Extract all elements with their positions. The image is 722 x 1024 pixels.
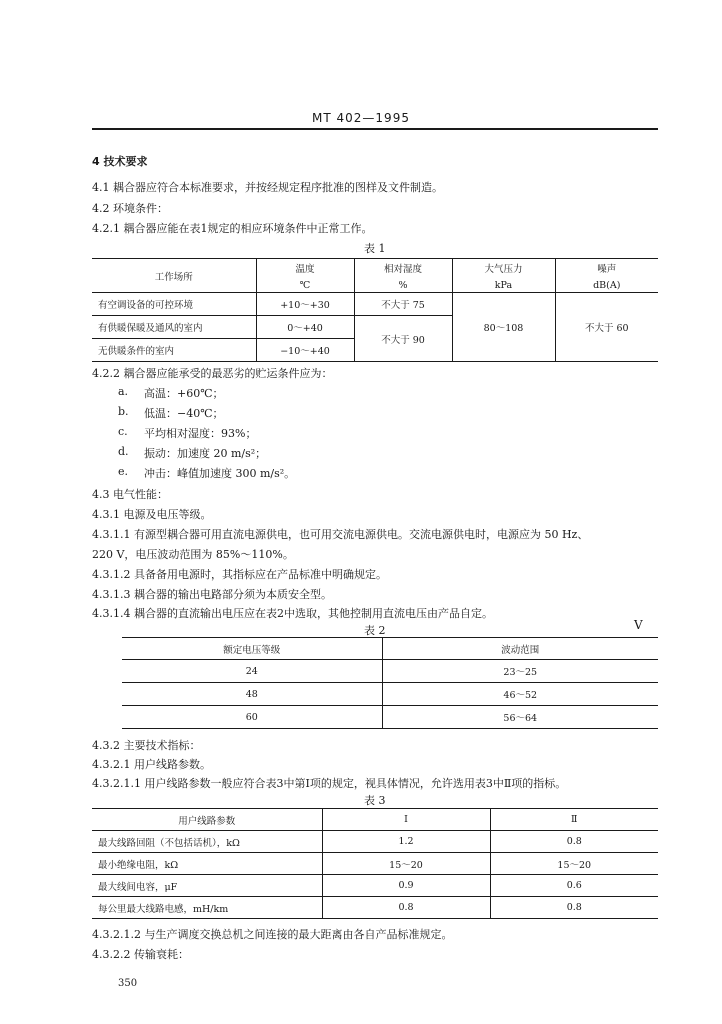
table1-cell: −10～+40 [256,339,354,362]
table1-header-temp-label: 温度 [295,263,315,275]
list-item: 低温：−40℃； [144,407,224,420]
table2-cell: 60 [245,711,258,723]
clause-4-3-2-2: 4.3.2.2 传输衰耗： [92,948,189,961]
clause-4-3-1-1-cont: 220 V，电压波动范围为 85%～110%。 [92,548,294,561]
table1-noise-value: 不大于 60 [555,293,658,362]
list-item-label: a. [118,385,129,398]
table-row [92,293,658,316]
table3-cell: 0.8 [490,831,658,853]
clause-4-3-2-1: 4.3.2.1 用户线路参数。 [92,758,211,771]
table-row [122,683,658,706]
table3-cell: 0.8 [490,897,658,919]
table3-cell: 0.6 [490,875,658,897]
table2-header-range: 波动范围 [382,638,658,660]
table3-cell: 15～20 [490,853,658,875]
clause-4-3-2-1-1: 4.3.2.1.1 用户线路参数一般应符合表3中第Ⅰ项的规定，视具体情况，允许选用表3中Ⅱ项的指标。 [92,777,567,790]
table1-header-pressure-label: 大气压力 [484,263,523,275]
list-item-label: b. [118,405,129,418]
table3 [92,808,658,919]
table1-header-noise [555,259,658,293]
standard-number: MT 402—1995 [312,111,410,125]
table1-header-temp [256,259,354,293]
list-item: 冲击：峰值加速度 300 m/s²。 [144,467,296,480]
table1-pressure-value: 80～108 [452,293,555,362]
table1-cell: 无供暖条件的室内 [98,346,175,357]
table2 [122,637,658,729]
table-row [122,660,658,683]
table2-cell: 56～64 [382,706,658,729]
table-row [92,853,658,875]
table1-cell: 有供暖保暖及通风的室内 [98,323,203,334]
clause-4-3-2-1-2: 4.3.2.1.2 与生产调度交换总机之间连接的最大距离由各自产品标准规定。 [92,928,453,941]
table-row [92,897,658,919]
table3-cell: 0.9 [322,875,490,897]
list-item-label: c. [118,425,128,438]
table3-cell: 最大线间电容，μF [98,881,178,893]
table1-header-temp-unit: ℃ [299,279,311,291]
table3-cell: 最大线路回阻（不包括话机），kΩ [98,837,240,849]
clause-4-3-1-4: 4.3.1.4 耦合器的直流输出电压应在表2中选取，其他控制用直流电压由产品自定。 [92,607,493,620]
table3-header-i: Ⅰ [322,809,490,831]
page-number: 350 [118,978,138,989]
list-item: 平均相对湿度：93%； [144,427,257,440]
table2-header-voltage: 额定电压等级 [223,644,281,656]
header-rule [92,128,658,130]
list-item-label: d. [118,445,129,458]
table1-cell: 不大于 90 [354,316,452,362]
table2-cell: 46～52 [382,683,658,706]
table3-cell: 每公里最大线路电感，mH/km [98,903,229,915]
table1-cell: 不大于 75 [354,293,452,316]
table2-cell: 24 [245,665,258,677]
table1-header-humidity-unit: % [398,279,408,291]
table3-cell: 15～20 [322,853,490,875]
clause-4-3-1-2: 4.3.1.2 具备备用电源时，其指标应在产品标准中明确规定。 [92,568,387,581]
clause-4-3-2: 4.3.2 主要技术指标： [92,739,201,752]
list-item-label: e. [118,465,129,478]
table1-cell: 有空调设备的可控环境 [98,300,194,311]
table1-cell: +10～+30 [256,293,354,316]
list-item: 振动：加速度 20 m/s²； [144,447,267,460]
table-row [92,831,658,853]
section-title: 4 技术要求 [92,155,148,168]
table1-cell: 0～+40 [256,316,354,339]
table1 [92,258,658,362]
table1-caption: 表 1 [364,242,386,255]
list-item: 高温：+60℃； [144,387,224,400]
table1-header-pressure [452,259,555,293]
table2-cell: 48 [245,688,258,700]
table3-cell: 0.8 [322,897,490,919]
clause-4-3-1: 4.3.1 电源及电压等级。 [92,508,212,521]
table2-header-row [122,638,658,660]
table1-header-row [92,259,658,293]
table1-header-pressure-unit: kPa [494,279,513,291]
clause-4-2-1: 4.2.1 耦合器应能在表1规定的相应环境条件中正常工作。 [92,222,373,235]
table3-cell: 1.2 [322,831,490,853]
table3-header-row [92,809,658,831]
table2-caption: 表 2 [364,624,386,637]
table1-header-noise-label: 噪声 [597,263,617,275]
table-row [122,706,658,729]
table2-unit: V [634,618,643,632]
table3-header-param: 用户线路参数 [178,815,236,827]
clause-4-2: 4.2 环境条件： [92,202,168,215]
clause-4-3-1-3: 4.3.1.3 耦合器的输出电路部分须为本质安全型。 [92,588,332,601]
clause-4-1: 4.1 耦合器应符合本标准要求，并按经规定程序批准的图样及文件制造。 [92,181,443,194]
table1-header-noise-unit: dB(A) [593,279,621,291]
table1-header-place: 工作场所 [154,271,193,283]
clause-4-3: 4.3 电气性能： [92,488,168,501]
table3-header-ii: Ⅱ [490,809,658,831]
table3-caption: 表 3 [364,794,386,807]
table3-cell: 最小绝缘电阻，kΩ [98,859,179,871]
table1-header-humidity [354,259,452,293]
table2-cell: 23～25 [382,660,658,683]
table-row [92,875,658,897]
clause-4-2-2: 4.2.2 耦合器应能承受的最恶劣的贮运条件应为： [92,367,333,380]
table1-header-humidity-label: 相对湿度 [383,263,422,275]
clause-4-3-1-1: 4.3.1.1 有源型耦合器可用直流电源供电，也可用交流电源供电。交流电源供电时，电源应为 50 Hz、 [92,528,589,541]
